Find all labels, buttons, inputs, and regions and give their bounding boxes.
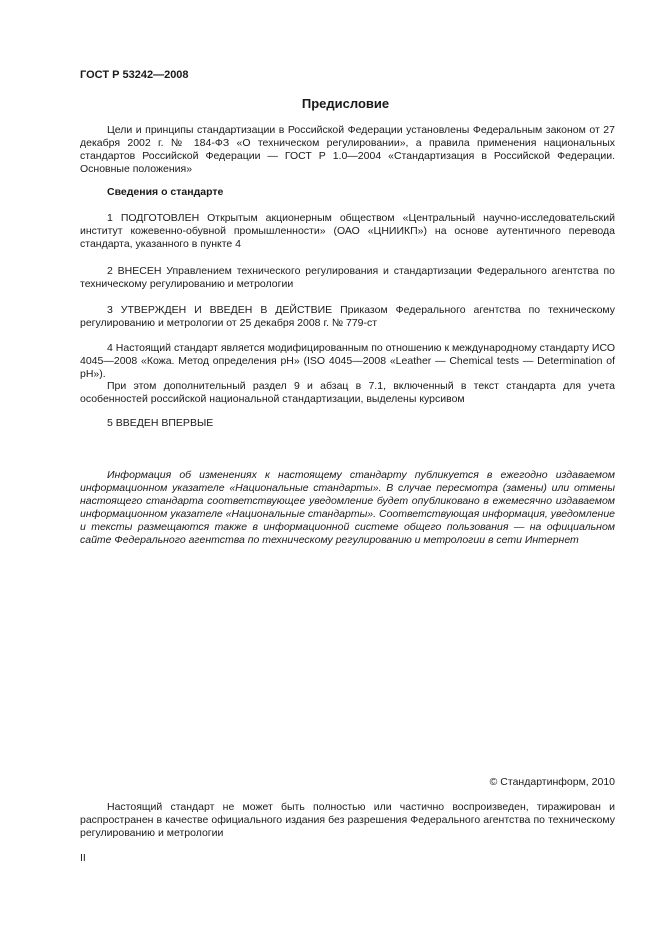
section-title: Предисловие	[301, 96, 390, 111]
info-item-3: 3 УТВЕРЖДЕН И ВВЕДЕН В ДЕЙСТВИЕ Приказом Федерального агентства по техническому регулированию и метрологии от 25 декабря 2008 г. № 779-ст	[80, 304, 615, 329]
info-item-5: 5 ВВЕДЕН ВПЕРВЫЕ	[107, 417, 214, 429]
copyright: © Стандартинформ, 2010	[489, 776, 615, 788]
page-number: II	[80, 852, 86, 864]
info-item-1: 1 ПОДГОТОВЛЕН Открытым акционерным обществом «Центральный научно-исследовательский институт кожевенно-обувной промышленности» (ОАО «ЦНИИКП») на основе аутентичного перевода стандарта, указанного в пункте 4	[80, 212, 615, 250]
info-item-4-note: При этом дополнительный раздел 9 и абзац в 7.1, включенный в текст стандарта для учета особенностей российской национальной стандартизации, выделены курсивом	[80, 380, 615, 405]
amendments-notice: Информация об изменениях к настоящему стандарту публикуется в ежегодно издаваемом информационном указателе «Национальные стандарты». В случае пересмотра (замены) или отмены настоящего стандарта соответствующее уведомление будет опубликовано в ежемесячно издаваемом информационном указателе «Национальные стандарты». Соответствующая информация, уведомление и тексты размещаются также в информационной системе общего пользования — на официальном сайте Федерального агентства по техническому регулированию и метрологии в сети Интернет	[80, 469, 615, 546]
info-item-4: 4 Настоящий стандарт является модифицированным по отношению к международному стандарту ИСО 4045—2008 «Кожа. Метод определения pH» (ISO 4045—2008 «Leather — Chemical tests — Determination of pH»).	[80, 342, 615, 380]
standard-info-heading: Сведения о стандарте	[107, 186, 224, 198]
document-code: ГОСТ Р 53242—2008	[80, 69, 189, 81]
intro-paragraph: Цели и принципы стандартизации в Российской Федерации установлены Федеральным законом от 27 декабря 2002 г. № 184-ФЗ «О техническом регулировании», а правила применения национальных стандартов Российской Федерации — ГОСТ Р 1.0—2004 «Стандартизация в Российской Федерации. Основные положения»	[80, 124, 615, 175]
info-item-2: 2 ВНЕСЕН Управлением технического регулирования и стандартизации Федерального агентства по техническому регулированию и метрологии	[80, 265, 615, 290]
reproduction-notice: Настоящий стандарт не может быть полностью или частично воспроизведен, тиражирован и распространен в качестве официального издания без разрешения Федерального агентства по техническому регулированию и метрологии	[80, 801, 615, 839]
